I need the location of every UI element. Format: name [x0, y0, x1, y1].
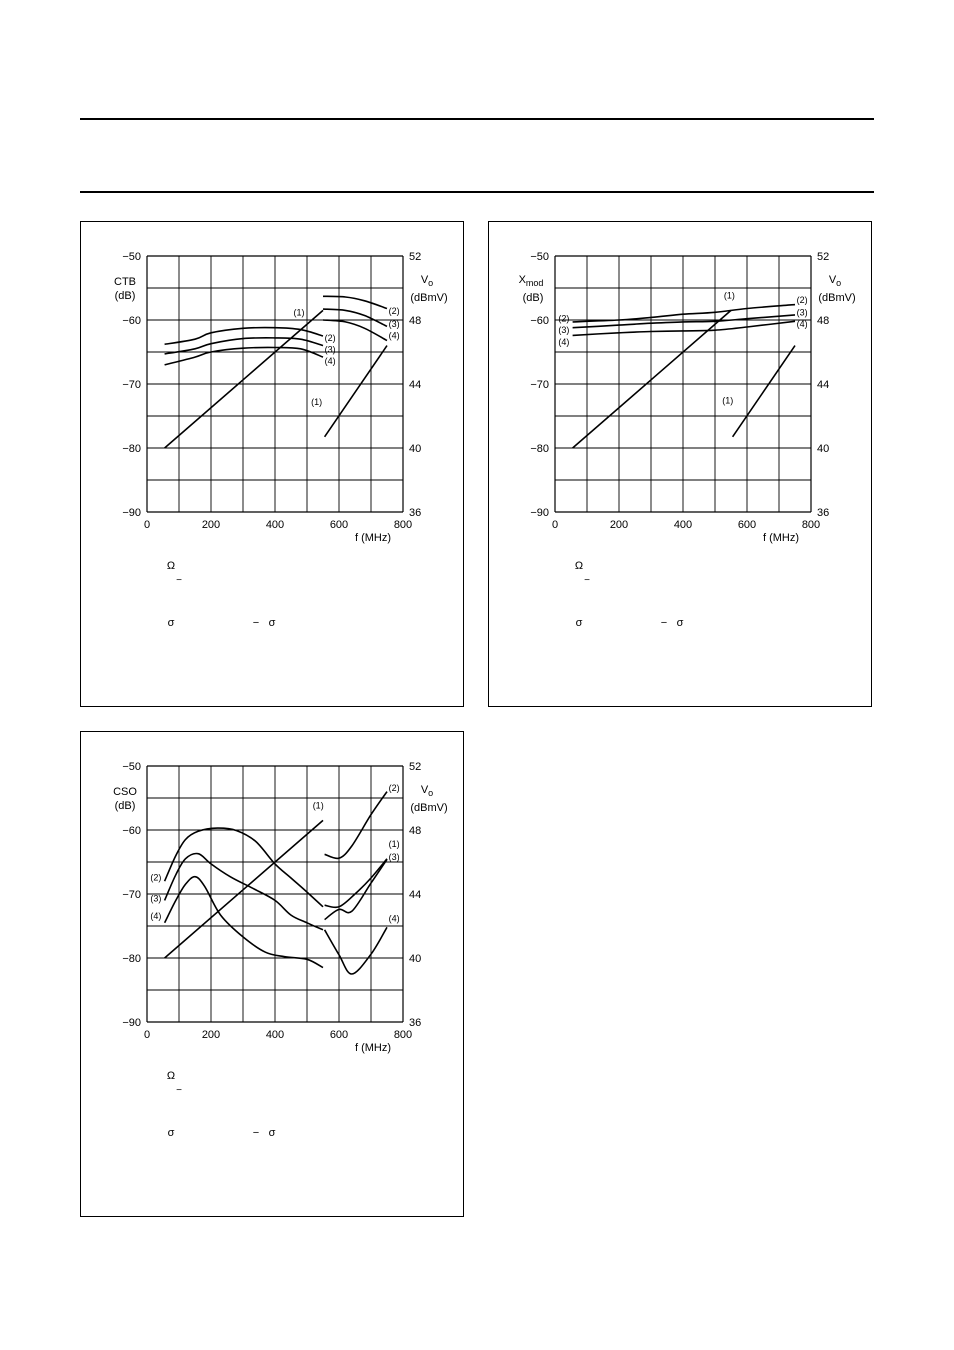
left-axis-label-main: X — [518, 274, 526, 286]
xmod-chart-panel — [488, 221, 872, 707]
series-line-5 — [323, 296, 387, 308]
x-tick-label: 600 — [737, 519, 757, 531]
series-line-2 — [165, 328, 323, 345]
x-tick-label: 0 — [143, 519, 151, 531]
ctb-chart — [81, 222, 465, 708]
header-rule-bottom — [80, 191, 874, 193]
right-axis-unit: (dBmV) — [818, 292, 856, 304]
curve-label: (2) — [558, 313, 570, 324]
note-dash: − — [252, 617, 260, 629]
curve-label: (4) — [324, 355, 336, 366]
series-line-5 — [325, 792, 387, 859]
x-tick-label: 200 — [609, 519, 629, 531]
note-sigma-symbol: σ — [167, 617, 175, 629]
curve-label: (1) — [723, 290, 735, 301]
left-tick-label: −90 — [530, 507, 549, 519]
cso-chart-panel — [80, 731, 464, 1217]
xmod-chart — [489, 222, 873, 708]
curve-label: (3) — [324, 344, 336, 355]
curve-label: (3) — [796, 307, 808, 318]
right-tick-label: 44 — [409, 379, 422, 391]
right-tick-label: 48 — [409, 825, 422, 837]
left-tick-label: −80 — [122, 443, 141, 455]
grid — [555, 256, 811, 512]
left-tick-label: −50 — [122, 761, 141, 773]
curve-label: (4) — [388, 913, 400, 924]
right-axis-label-sub: o — [428, 788, 434, 798]
left-tick-label: −50 — [122, 251, 141, 263]
note-dash: − — [176, 575, 182, 586]
right-tick-label: 52 — [409, 251, 422, 263]
left-tick-label: −80 — [530, 443, 549, 455]
note-omega-symbol: Ω — [166, 1070, 176, 1082]
curve-label: (1) — [312, 800, 324, 811]
grid — [147, 256, 403, 512]
note-dash: − — [252, 1127, 260, 1139]
right-tick-label: 52 — [409, 761, 422, 773]
x-tick-label: 800 — [801, 519, 821, 531]
right-tick-label: 40 — [409, 443, 422, 455]
left-tick-label: −90 — [122, 1017, 141, 1029]
series-line-0 — [165, 310, 323, 448]
right-axis-label — [829, 274, 841, 288]
x-axis-label: f (MHz) — [762, 532, 800, 544]
x-tick-label: 400 — [265, 519, 285, 531]
left-axis-label: CTB — [114, 276, 136, 288]
left-axis-unit: (dB) — [114, 800, 136, 812]
note-dash: − — [176, 1085, 182, 1096]
curve-label: (4) — [150, 910, 162, 921]
right-tick-label: 44 — [817, 379, 830, 391]
x-axis-label: f (MHz) — [354, 1042, 392, 1054]
right-tick-label: 44 — [409, 889, 422, 901]
right-tick-label: 40 — [817, 443, 830, 455]
right-axis-label — [421, 274, 433, 288]
series-line-4 — [165, 877, 323, 968]
right-tick-label: 48 — [409, 315, 422, 327]
curve-label: (3) — [558, 325, 570, 336]
right-axis-label-sub: o — [428, 278, 434, 288]
right-axis-unit: (dBmV) — [410, 802, 448, 814]
right-tick-label: 48 — [817, 315, 830, 327]
x-tick-label: 0 — [143, 1029, 151, 1041]
right-tick-label: 40 — [409, 953, 422, 965]
left-axis-unit: (dB) — [114, 290, 136, 302]
curve-label: (4) — [388, 330, 400, 341]
right-axis-label-main: V — [828, 274, 837, 286]
left-tick-label: −70 — [122, 379, 141, 391]
right-axis-label-main: V — [420, 274, 429, 286]
curve-label: (2) — [796, 295, 808, 306]
right-axis-label-main: V — [420, 784, 429, 796]
x-axis-label: f (MHz) — [354, 532, 392, 544]
x-tick-label: 200 — [201, 1029, 221, 1041]
curve-label: (2) — [388, 306, 400, 317]
note-dash: − — [584, 575, 590, 586]
left-tick-label: −60 — [122, 825, 141, 837]
series-line-1 — [325, 859, 387, 908]
note-sigma-symbol: σ — [167, 1127, 175, 1139]
x-tick-label: 600 — [329, 1029, 349, 1041]
left-tick-label: −60 — [122, 315, 141, 327]
left-tick-label: −50 — [530, 251, 549, 263]
left-tick-label: −60 — [530, 315, 549, 327]
note-sigma-symbol: σ — [676, 617, 684, 629]
curve-label: (1) — [388, 839, 400, 850]
x-tick-label: 800 — [393, 1029, 413, 1041]
left-tick-label: −80 — [122, 953, 141, 965]
right-tick-label: 36 — [409, 507, 422, 519]
series-line-2 — [165, 828, 323, 907]
curve-label: (1) — [311, 396, 323, 407]
right-tick-label: 52 — [817, 251, 830, 263]
x-tick-label: 200 — [201, 519, 221, 531]
x-tick-label: 800 — [393, 519, 413, 531]
left-tick-label: −70 — [122, 889, 141, 901]
curve-label: (4) — [558, 336, 570, 347]
note-sigma-symbol: σ — [268, 1127, 276, 1139]
curve-label: (2) — [324, 332, 336, 343]
curve-label: (3) — [388, 318, 400, 329]
left-axis-label-sub: mod — [525, 278, 544, 288]
curve-label: (1) — [293, 307, 305, 318]
left-tick-label: −70 — [530, 379, 549, 391]
x-tick-label: 0 — [551, 519, 559, 531]
header-rule-top — [80, 118, 874, 120]
series-line-1 — [733, 346, 795, 437]
series-line-7 — [325, 927, 387, 974]
right-axis-unit: (dBmV) — [410, 292, 448, 304]
note-sigma-symbol: σ — [575, 617, 583, 629]
series-line-2 — [573, 305, 795, 322]
series-line-6 — [325, 859, 387, 919]
note-dash: − — [660, 617, 668, 629]
cso-chart — [81, 732, 465, 1218]
curve-label: (4) — [796, 318, 808, 329]
curve-label: (2) — [150, 872, 162, 883]
right-axis-label-sub: o — [836, 278, 842, 288]
x-tick-label: 400 — [265, 1029, 285, 1041]
x-tick-label: 400 — [673, 519, 693, 531]
series-line-3 — [165, 854, 323, 930]
note-omega-symbol: Ω — [166, 560, 176, 572]
curve-label: (3) — [150, 893, 162, 904]
curve-label: (1) — [722, 395, 734, 406]
note-omega-symbol: Ω — [574, 560, 584, 572]
curve-label: (2) — [388, 782, 400, 793]
left-axis-label — [519, 274, 544, 288]
series-line-4 — [573, 321, 795, 335]
left-axis-label: CSO — [113, 786, 137, 798]
left-tick-label: −90 — [122, 507, 141, 519]
note-sigma-symbol: σ — [268, 617, 276, 629]
right-tick-label: 36 — [817, 507, 830, 519]
left-axis-unit: (dB) — [522, 292, 544, 304]
ctb-chart-panel — [80, 221, 464, 707]
right-tick-label: 36 — [409, 1017, 422, 1029]
right-axis-label — [421, 784, 433, 798]
x-tick-label: 600 — [329, 519, 349, 531]
curve-label: (3) — [388, 851, 400, 862]
